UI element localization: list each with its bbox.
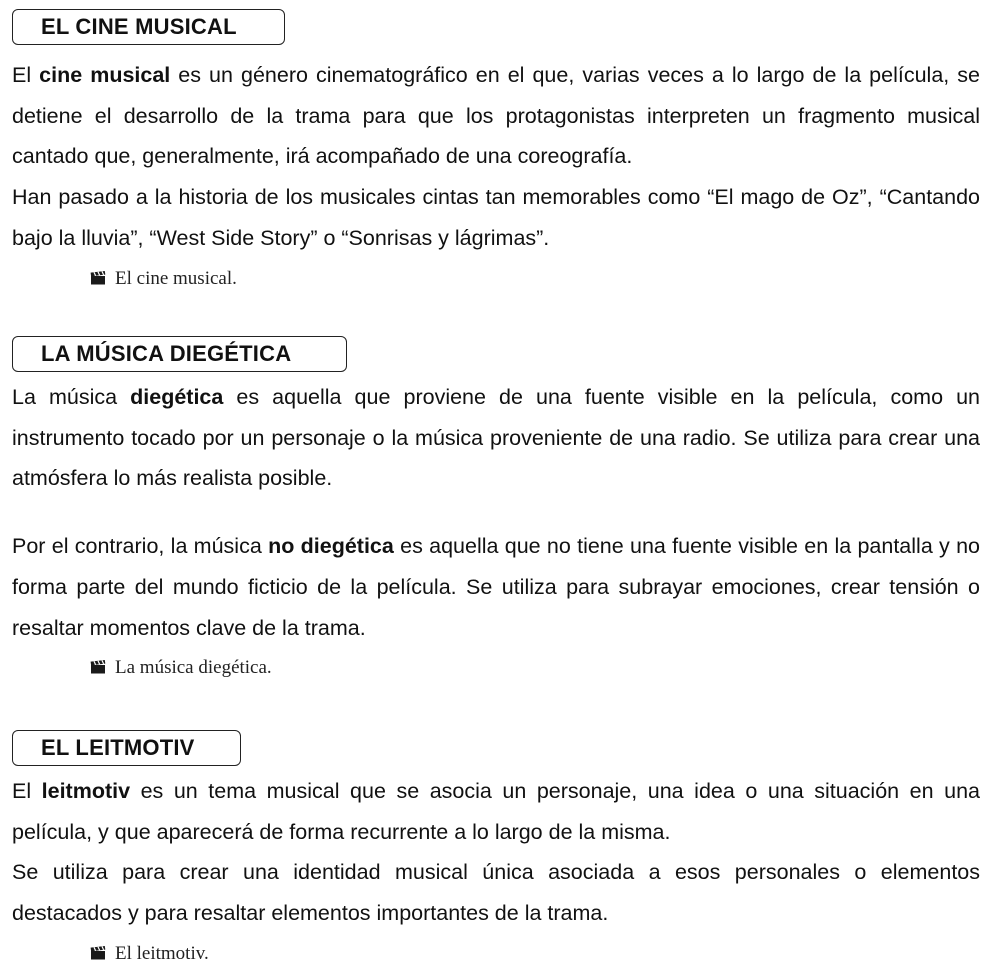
- paragraph-text: es aquella que proviene de una fuente visible en la película, como un instrumento tocado por un personaje o la música proveniente de una radio. Se utiliza para crear una atmósfera lo más realista posible.: [12, 385, 980, 491]
- video-caption: [90, 934, 980, 974]
- paragraph-text: es aquella que no tiene una fuente visible en la pantalla y no forma parte del mundo ficticio de la película. Se utiliza para subrayar emociones, crear tensión o resaltar momentos clave de la trama.: [12, 534, 981, 640]
- paragraph: Han pasado a la historia de los musicales cintas tan memorables como “El mago de Oz”, “Cantando bajo la lluvia”, “West Side Story” o “Sonrisas y lágrimas”.: [12, 185, 980, 250]
- clapperboard-icon: [90, 660, 106, 674]
- section-musica-diegetica: [12, 336, 980, 688]
- paragraph: [12, 771, 980, 852]
- paragraph-text: El: [12, 779, 42, 803]
- paragraph-gap: [12, 499, 980, 526]
- paragraph-text: La música: [12, 385, 131, 409]
- caption-text[interactable]: La música diegética.: [115, 657, 272, 679]
- section-title: EL CINE MUSICAL: [12, 9, 285, 45]
- paragraph-text: Por el contrario, la música: [12, 534, 269, 559]
- caption-text[interactable]: El leitmotiv.: [115, 942, 209, 964]
- section-leitmotiv: [12, 730, 980, 974]
- paragraph-text: El: [12, 63, 40, 87]
- bold-term: no diegética: [268, 534, 394, 559]
- paragraph: [12, 55, 980, 177]
- paragraph-text: es un género cinematográfico en el que, varias veces a lo largo de la película, se detiene el desarrollo de la trama para que los protagonistas interpreten un fragmento musical cantado que, generalmente, irá acompañado de una coreografía.: [12, 63, 980, 169]
- clapperboard-icon: [90, 271, 106, 285]
- caption-text[interactable]: El cine musical.: [115, 267, 237, 289]
- paragraph-text: es un tema musical que se asocia un personaje, una idea o una situación en una película, y que aparecerá de forma recurrente a lo largo de la misma.: [12, 779, 980, 844]
- bold-term: leitmotiv: [41, 779, 131, 803]
- section-cine-musical: [12, 9, 980, 299]
- bold-term: cine musical: [39, 63, 171, 87]
- paragraph: [12, 377, 980, 499]
- video-caption: [90, 259, 980, 299]
- paragraph: [12, 526, 980, 648]
- section-title: LA MÚSICA DIEGÉTICA: [12, 336, 347, 372]
- section-title: EL LEITMOTIV: [12, 730, 241, 766]
- paragraph: Se utiliza para crear una identidad musical única asociada a esos personales o elementos destacados y para resaltar elementos importantes de la trama.: [12, 860, 980, 926]
- video-caption: [90, 648, 980, 688]
- clapperboard-icon: [90, 946, 106, 960]
- bold-term: diegética: [130, 385, 224, 409]
